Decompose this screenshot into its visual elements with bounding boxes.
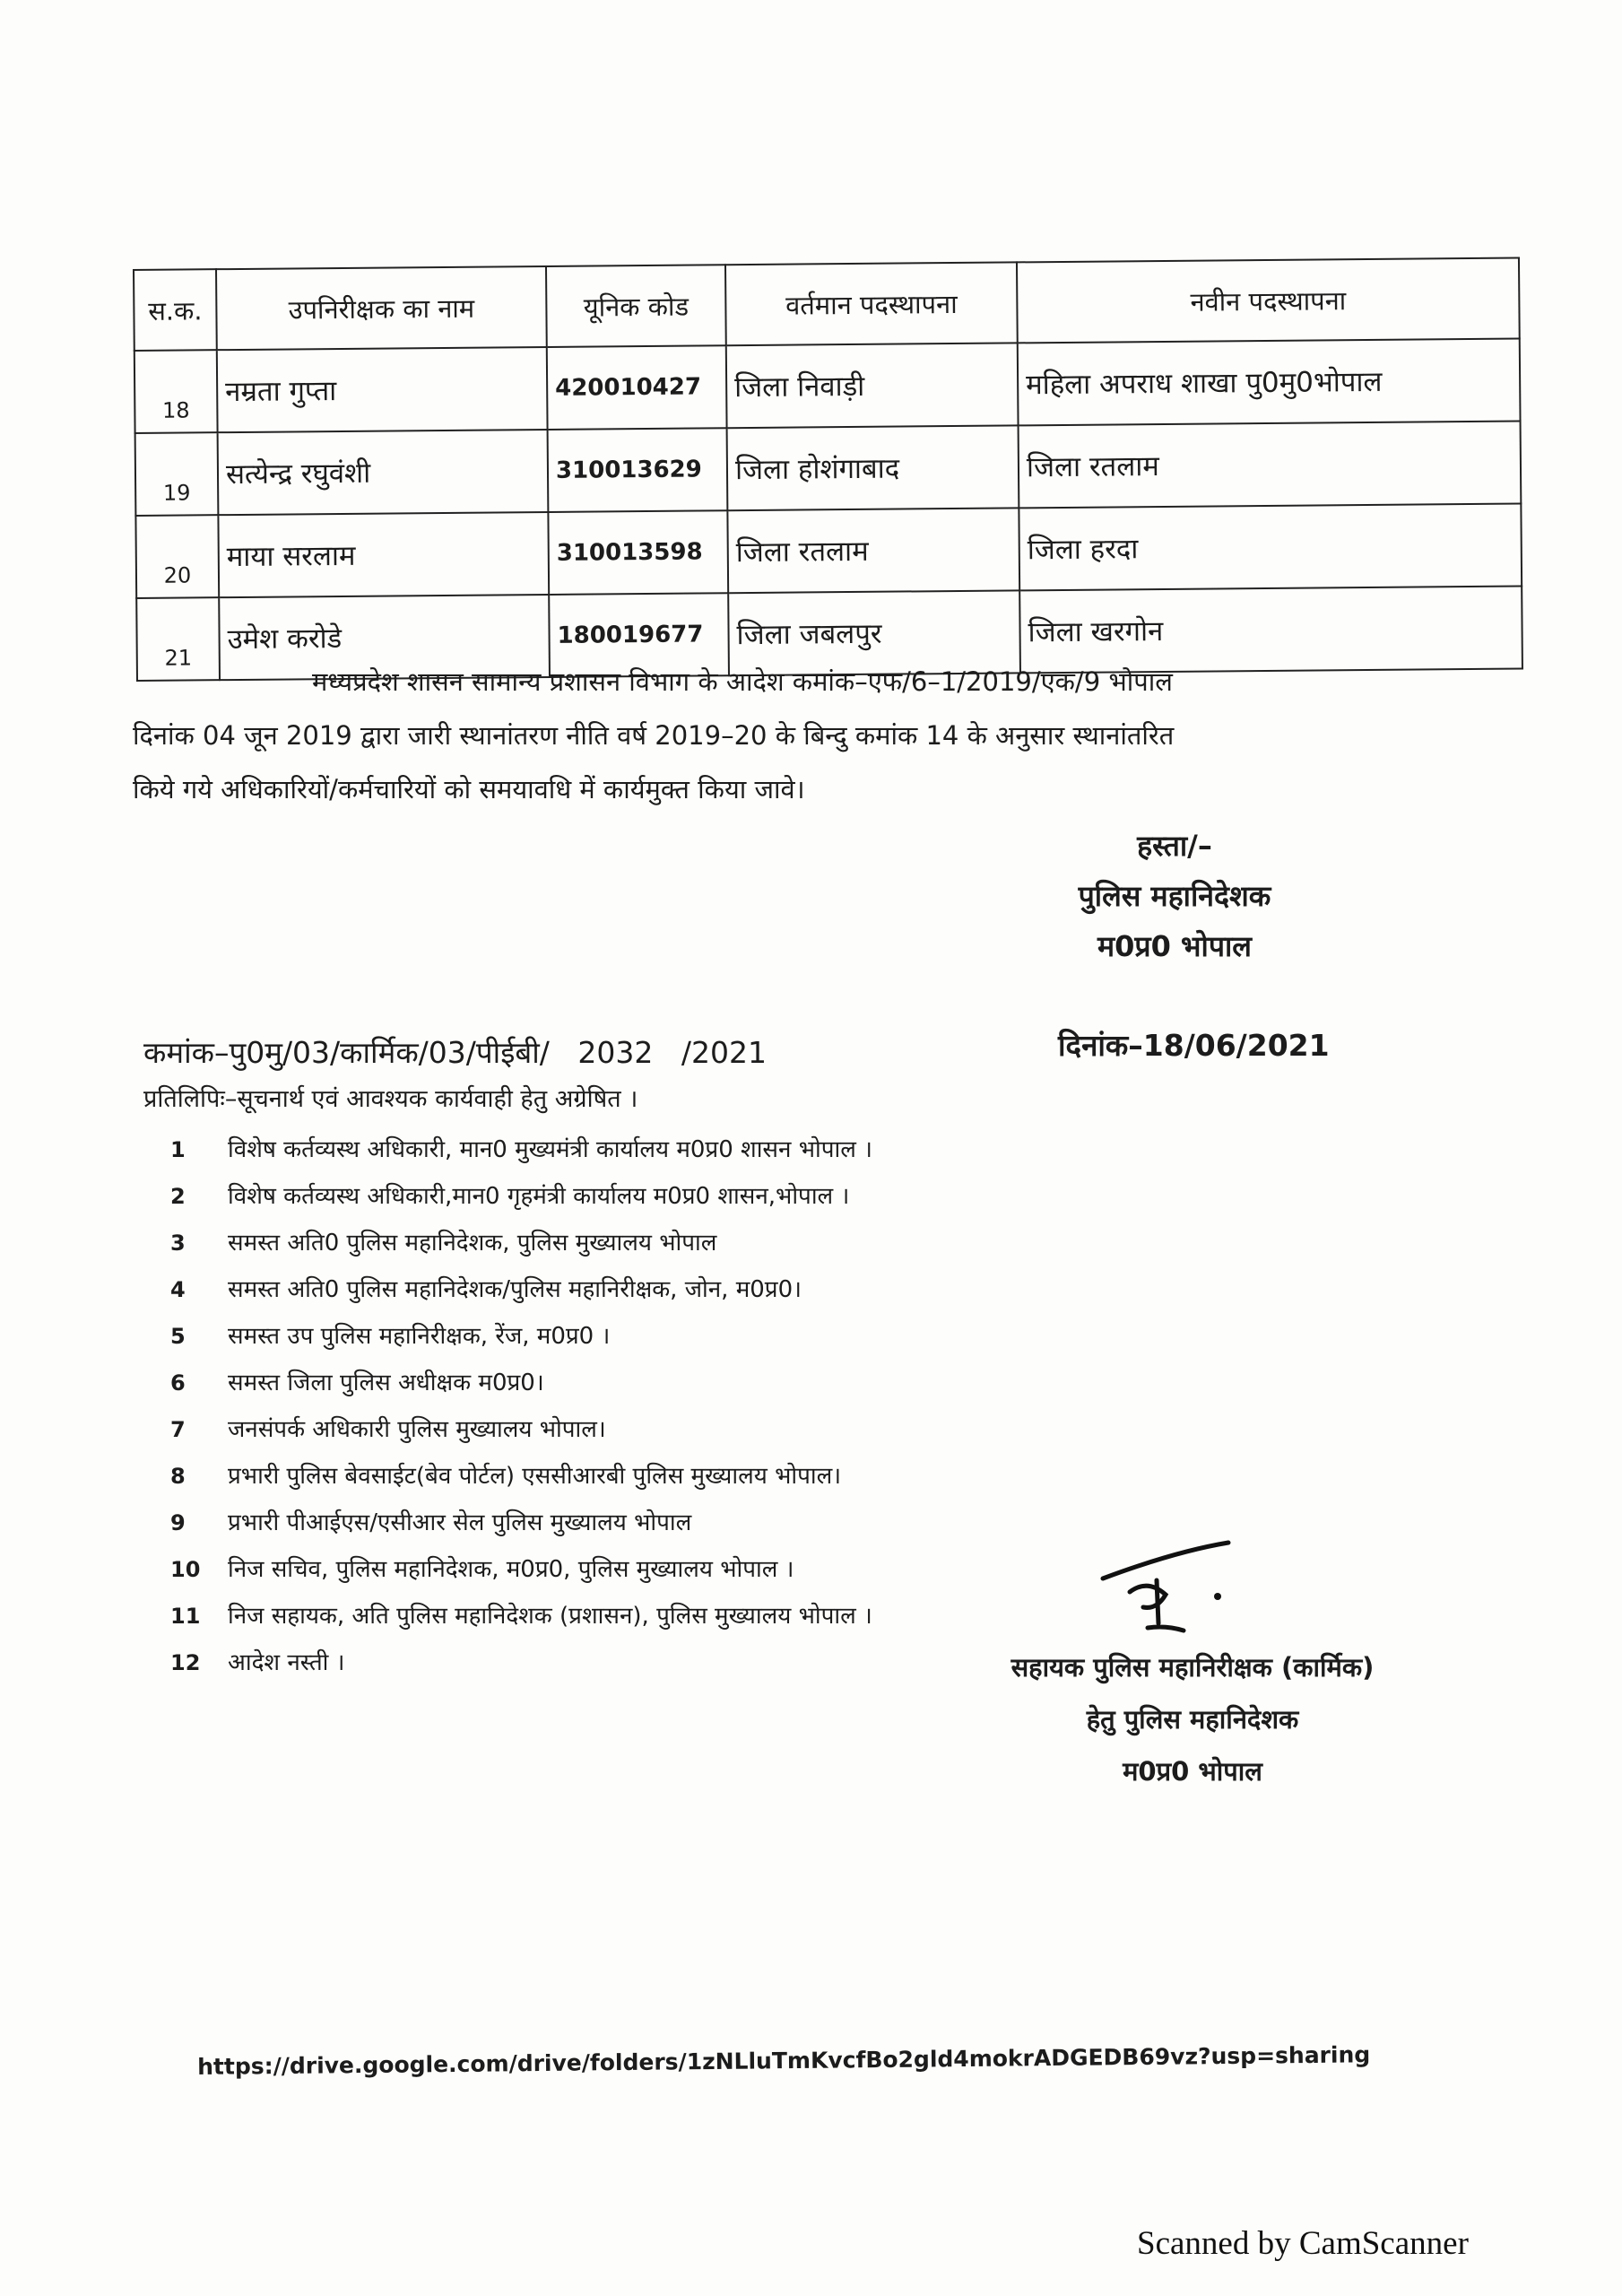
cell-new-posting: जिला हरदा [1019, 503, 1522, 590]
cell-name: उमेश करोडे [219, 595, 550, 680]
list-item-number: 6 [170, 1370, 186, 1396]
cell-new-posting: महिला अपराध शाखा पु0मु0भोपाल [1018, 339, 1521, 426]
cell-serial: 18 [134, 350, 218, 433]
list-item-number: 7 [170, 1417, 186, 1442]
list-item-text: जनसंपर्क अधिकारी पुलिस मुख्यालय भोपाल। [228, 1416, 606, 1443]
column-header-code: यूनिक कोड [546, 265, 726, 347]
signatory-place: म0प्र0 भोपाल [1123, 1756, 1262, 1787]
list-item-number: 2 [170, 1184, 186, 1209]
paragraph-line: किये गये अधिकारियों/कर्मचारियों को समयावधि में कार्यमुक्त किया जावे। [133, 774, 805, 804]
handwritten-signature [1094, 1525, 1273, 1650]
list-item-text: विशेष कर्तव्यस्थ अधिकारी,मान0 गृहमंत्री कार्यालय म0प्र0 शासन,भोपाल । [228, 1183, 850, 1210]
paragraph-line: दिनांक 04 जून 2019 द्वारा जारी स्थानांतरण नीति वर्ष 2019–20 के बिन्दु कमांक 14 के अनुसार स्थानांतरित [133, 720, 1175, 751]
reference-number: कमांक–पु0मु/03/कार्मिक/03/पीईबी/ 2032 /2021 [143, 1035, 767, 1070]
cell-current-posting: जिला रतलाम [727, 508, 1019, 593]
cell-code: 420010427 [547, 345, 727, 430]
cell-serial: 20 [135, 515, 219, 598]
cell-current-posting: जिला होशंगाबाद [727, 425, 1019, 510]
list-item-text: आदेश नस्ती । [228, 1649, 345, 1676]
signature-mark: हस्ता/– [1137, 829, 1212, 863]
table-row [134, 339, 1521, 433]
list-item-text: समस्त अति0 पुलिस महानिदेशक/पुलिस महानिरीक्षक, जोन, म0प्र0। [228, 1276, 802, 1303]
signatory-designation: पुलिस महानिदेशक [1078, 879, 1271, 913]
list-item-text: प्रभारी पीआईएस/एसीआर सेल पुलिस मुख्यालय भोपाल [228, 1509, 692, 1536]
paragraph-line: मध्यप्रदेश शासन सामान्य प्रशासन विभाग के आदेश कमांक–एफ/6–1/2019/एक/9 भोपाल [312, 666, 1173, 697]
cell-new-posting: जिला रतलाम [1019, 422, 1522, 509]
cell-current-posting: जिला निवाड़ी [726, 343, 1019, 428]
cell-new-posting: जिला खरगोन [1019, 586, 1522, 673]
cell-name: माया सरलाम [218, 512, 549, 597]
list-item-number: 1 [170, 1137, 186, 1162]
cell-name: नम्रता गुप्ता [217, 347, 548, 432]
signatory-on-behalf: हेतु पुलिस महानिदेशक [1086, 1704, 1299, 1735]
cell-serial: 19 [135, 432, 219, 516]
list-item-number: 8 [170, 1464, 186, 1489]
transfer-table [133, 257, 1523, 682]
list-item-text: प्रभारी पुलिस बेवसाईट(बेव पोर्टल) एससीआरबी पुलिस मुख्यालय भोपाल। [228, 1463, 842, 1490]
cell-code: 310013598 [548, 510, 728, 595]
list-item-text: समस्त उप पुलिस महानिरीक्षक, रेंज, म0प्र0 । [228, 1323, 611, 1350]
drive-link[interactable]: https://drive.google.com/drive/folders/1zNLluTmKvcfBo2gld4mokrADGEDB69vz?usp=sharing [197, 2041, 1371, 2080]
list-item-number: 12 [170, 1650, 201, 1675]
list-item-text: समस्त जिला पुलिस अधीक्षक म0प्र0। [228, 1370, 544, 1396]
list-item-text: निज सहायक, अति पुलिस महानिदेशक (प्रशासन), पुलिस मुख्यालय भोपाल । [228, 1603, 872, 1630]
list-item-text: विशेष कर्तव्यस्थ अधिकारी, मान0 मुख्यमंत्री कार्यालय म0प्र0 शासन भोपाल । [228, 1136, 872, 1163]
copy-to-heading: प्रतिलिपिः–सूचनार्थ एवं आवश्यक कार्यवाही हेतु अग्रेषित । [143, 1085, 638, 1113]
list-item-number: 4 [170, 1277, 186, 1302]
reference-date: दिनांक–18/06/2021 [1058, 1028, 1330, 1063]
signatory-designation: सहायक पुलिस महानिरीक्षक (कार्मिक) [1010, 1652, 1375, 1683]
table-row [135, 422, 1522, 516]
list-item-number: 3 [170, 1231, 186, 1256]
order-paragraph [133, 655, 1496, 816]
column-header-new-posting: नवीन पदस्थापना [1017, 258, 1520, 344]
list-item-text: समस्त अति0 पुलिस महानिदेशक, पुलिस मुख्यालय भोपाल [228, 1230, 717, 1257]
signature-block-aig [941, 1641, 1444, 1797]
table-header-row [134, 258, 1520, 351]
list-item-number: 11 [170, 1604, 201, 1629]
cell-name: सत्येन्द्र रघुवंशी [218, 430, 549, 515]
cell-current-posting: जिला जबलपुर [728, 590, 1020, 675]
signature-block-dgp [1031, 821, 1318, 971]
camscanner-watermark: Scanned by CamScanner [1137, 2225, 1469, 2262]
list-item-number: 10 [170, 1557, 201, 1582]
column-header-current-posting: वर्तमान पदस्थापना [725, 262, 1018, 345]
cell-code: 180019677 [549, 593, 729, 677]
cell-serial: 21 [136, 597, 220, 681]
list-item-number: 9 [170, 1510, 186, 1535]
signatory-place: म0प्र0 भोपाल [1097, 929, 1252, 963]
list-item-number: 5 [170, 1324, 186, 1349]
column-header-name: उपनिरीक्षक का नाम [216, 266, 547, 350]
list-item-text: निज सचिव, पुलिस महानिदेशक, म0प्र0, पुलिस मुख्यालय भोपाल । [228, 1556, 794, 1583]
column-header-serial: स.क. [134, 269, 217, 351]
table-row [135, 503, 1522, 597]
cell-code: 310013629 [548, 428, 728, 512]
